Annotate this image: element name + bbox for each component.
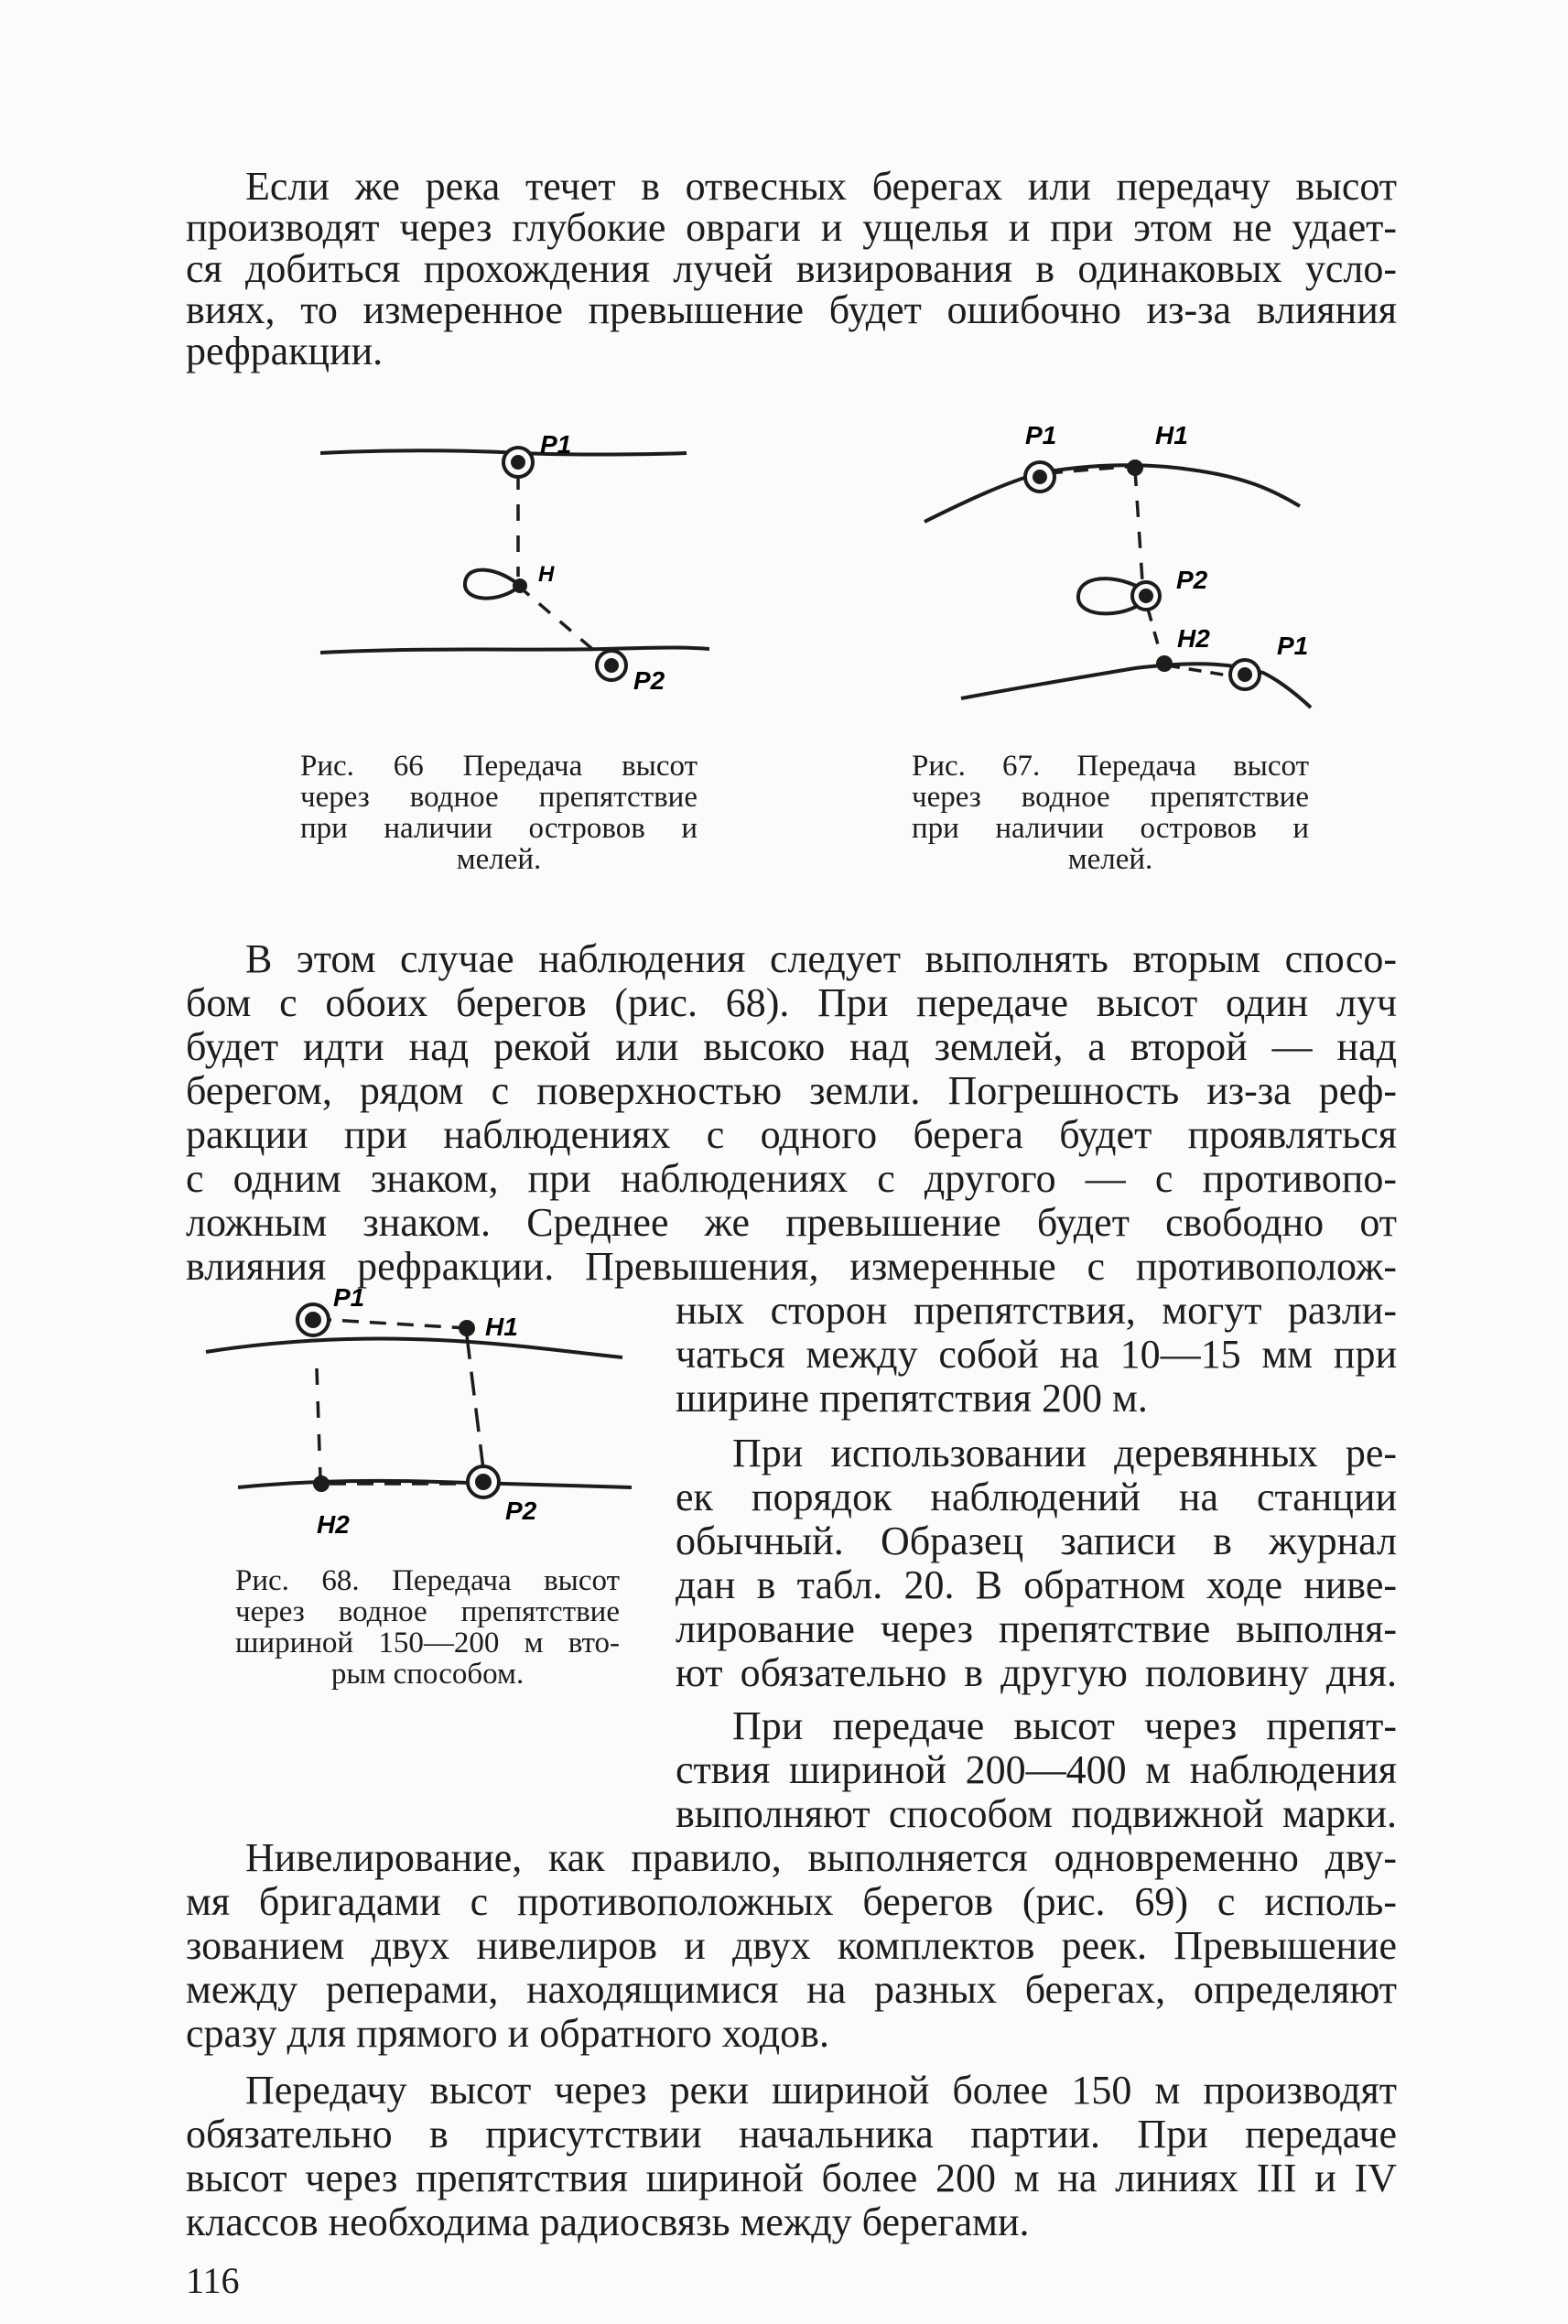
figure-66-diagram xyxy=(302,416,723,719)
instrument-station-h1-icon xyxy=(1127,459,1143,476)
text-line: классов необходима радиосвязь между берегами. xyxy=(186,2200,1030,2244)
label-p2: P2 xyxy=(505,1497,537,1525)
text-line: бом с обоих берегов (рис. 68). При передаче высот один луч xyxy=(186,980,1397,1025)
caption-line: мелей. xyxy=(456,843,542,876)
text-line: мя бригадами с противоположных берегов (рис. 69) с исполь- xyxy=(186,1879,1397,1924)
text-line: высот через препятствия шириной более 200 м на линиях III и IV xyxy=(186,2156,1397,2200)
figure-66 xyxy=(302,416,723,719)
text-line: берегом, рядом с поверхностью земли. Погрешность из-за реф- xyxy=(186,1068,1397,1113)
text-line: с одним знаком, при наблюдениях с другого — с противопо- xyxy=(186,1156,1397,1201)
label-p1: P1 xyxy=(333,1283,365,1312)
sight-line-bottom xyxy=(1167,665,1234,676)
instrument-station-h2-icon xyxy=(1156,655,1173,672)
instrument-station-h2-icon xyxy=(313,1475,330,1492)
benchmark-p1-right-icon xyxy=(1230,660,1260,689)
caption-line: Рис. 66 Передача высот xyxy=(300,750,697,783)
label-p1-right: P1 xyxy=(1277,632,1309,660)
text-line: ствия шириной 200—400 м наблюдения xyxy=(676,1747,1397,1792)
instrument-station-h-icon xyxy=(513,578,527,593)
caption-line: при наличии островов и xyxy=(300,812,697,845)
figure-67-diagram xyxy=(915,416,1346,719)
text-line: влияния рефракции. Превышения, измеренные с противополож- xyxy=(186,1244,1397,1289)
caption-line: Рис. 68. Передача высот xyxy=(235,1564,620,1597)
label-h2: H2 xyxy=(317,1510,350,1539)
text-line: рефракции. xyxy=(186,329,384,373)
sight-line-left xyxy=(317,1368,320,1478)
label-p2: P2 xyxy=(633,666,665,695)
text-line: ют обязательно в другую половину дня. xyxy=(676,1650,1397,1695)
upper-bank-line xyxy=(320,450,687,454)
text-line: дан в табл. 20. В обратном ходе ниве- xyxy=(676,1562,1397,1607)
text-line: чаться между собой на 10—15 мм при xyxy=(676,1332,1397,1377)
caption-line: Рис. 67. Передача высот xyxy=(912,750,1309,783)
figure-67 xyxy=(915,416,1346,719)
caption-line: рым способом. xyxy=(330,1658,524,1691)
caption-line: мелей. xyxy=(1067,843,1153,876)
label-h1: H1 xyxy=(485,1313,518,1341)
label-h2: H2 xyxy=(1177,624,1210,653)
text-line: выполняют способом подвижной марки. xyxy=(676,1791,1397,1836)
figure-68 xyxy=(201,1268,641,1542)
text-line: ракции при наблюдениях с одного берега будет проявляться xyxy=(186,1112,1397,1157)
text-line: обычный. Образец записи в журнал xyxy=(676,1519,1397,1563)
text-line: ложным знаком. Среднее же превышение будет свободно от xyxy=(186,1200,1397,1245)
island-outline xyxy=(465,570,520,599)
lower-bank-line xyxy=(238,1481,632,1487)
sight-line-vertical xyxy=(1135,470,1142,581)
text-line: виях, то измеренное превышение будет ошибочно из-за влияния xyxy=(186,287,1397,332)
caption-line: шириной 150—200 м вто- xyxy=(235,1627,620,1659)
text-line: производят через глубокие овраги и ущелья и при этом не удает- xyxy=(186,205,1397,250)
benchmark-p1-icon xyxy=(503,448,533,477)
label-p1-left: P1 xyxy=(1025,421,1057,449)
text-line: Передачу высот через реки шириной более 150 м производят xyxy=(245,2068,1397,2113)
instrument-station-h1-icon xyxy=(459,1320,475,1336)
benchmark-p2-icon xyxy=(597,651,626,680)
text-line: Если же река течет в отвесных берегах или передачу высот xyxy=(245,164,1397,209)
page-number: 116 xyxy=(186,2260,240,2301)
text-line: ся добиться прохождения лучей визирования в одинаковых усло- xyxy=(186,246,1397,291)
text-line: Нивелирование, как правило, выполняется одновременно дву- xyxy=(245,1835,1397,1880)
text-line: лирование через препятствие выполня- xyxy=(676,1606,1397,1651)
text-line: В этом случае наблюдения следует выполнять вторым спосо- xyxy=(245,936,1397,981)
figure-68-diagram xyxy=(201,1268,641,1542)
text-line: ных сторон препятствия, могут разли- xyxy=(676,1288,1397,1333)
benchmark-p2-icon xyxy=(468,1466,499,1497)
sight-line-right xyxy=(467,1335,483,1469)
benchmark-p1-icon xyxy=(297,1304,329,1335)
text-line: При использовании деревянных ре- xyxy=(732,1431,1397,1475)
benchmark-p1-left-icon xyxy=(1025,462,1054,492)
lower-bank-line xyxy=(320,648,709,654)
caption-line: через водное препятствие xyxy=(912,781,1309,814)
upper-bank-line xyxy=(206,1339,622,1357)
upper-bank-line xyxy=(925,465,1300,522)
label-p2: P2 xyxy=(1176,566,1208,594)
text-line: обязательно в присутствии начальника партии. При передаче xyxy=(186,2112,1397,2156)
benchmark-p2-icon xyxy=(1132,582,1160,610)
label-h1: H1 xyxy=(1155,421,1188,449)
caption-line: через водное препятствие xyxy=(235,1595,620,1628)
text-line: При передаче высот через препят- xyxy=(732,1703,1397,1748)
caption-line: через водное препятствие xyxy=(300,781,697,814)
text-line: ек порядок наблюдений на станции xyxy=(676,1475,1397,1519)
label-p1: P1 xyxy=(540,430,572,459)
text-line: ширине препятствия 200 м. xyxy=(676,1376,1148,1421)
text-line: между реперами, находящимися на разных берегах, определяют xyxy=(186,1967,1397,2012)
text-line: зованием двух нивелиров и двух комплектов реек. Превышение xyxy=(186,1923,1397,1968)
text-line: будет идти над рекой или высоко над землей, а второй — над xyxy=(186,1024,1397,1069)
label-h: H xyxy=(538,562,555,587)
text-line: сразу для прямого и обратного ходов. xyxy=(186,2011,829,2056)
sight-line-lower xyxy=(1148,609,1161,654)
caption-line: при наличии островов и xyxy=(912,812,1309,845)
sight-line-top xyxy=(315,1319,467,1328)
